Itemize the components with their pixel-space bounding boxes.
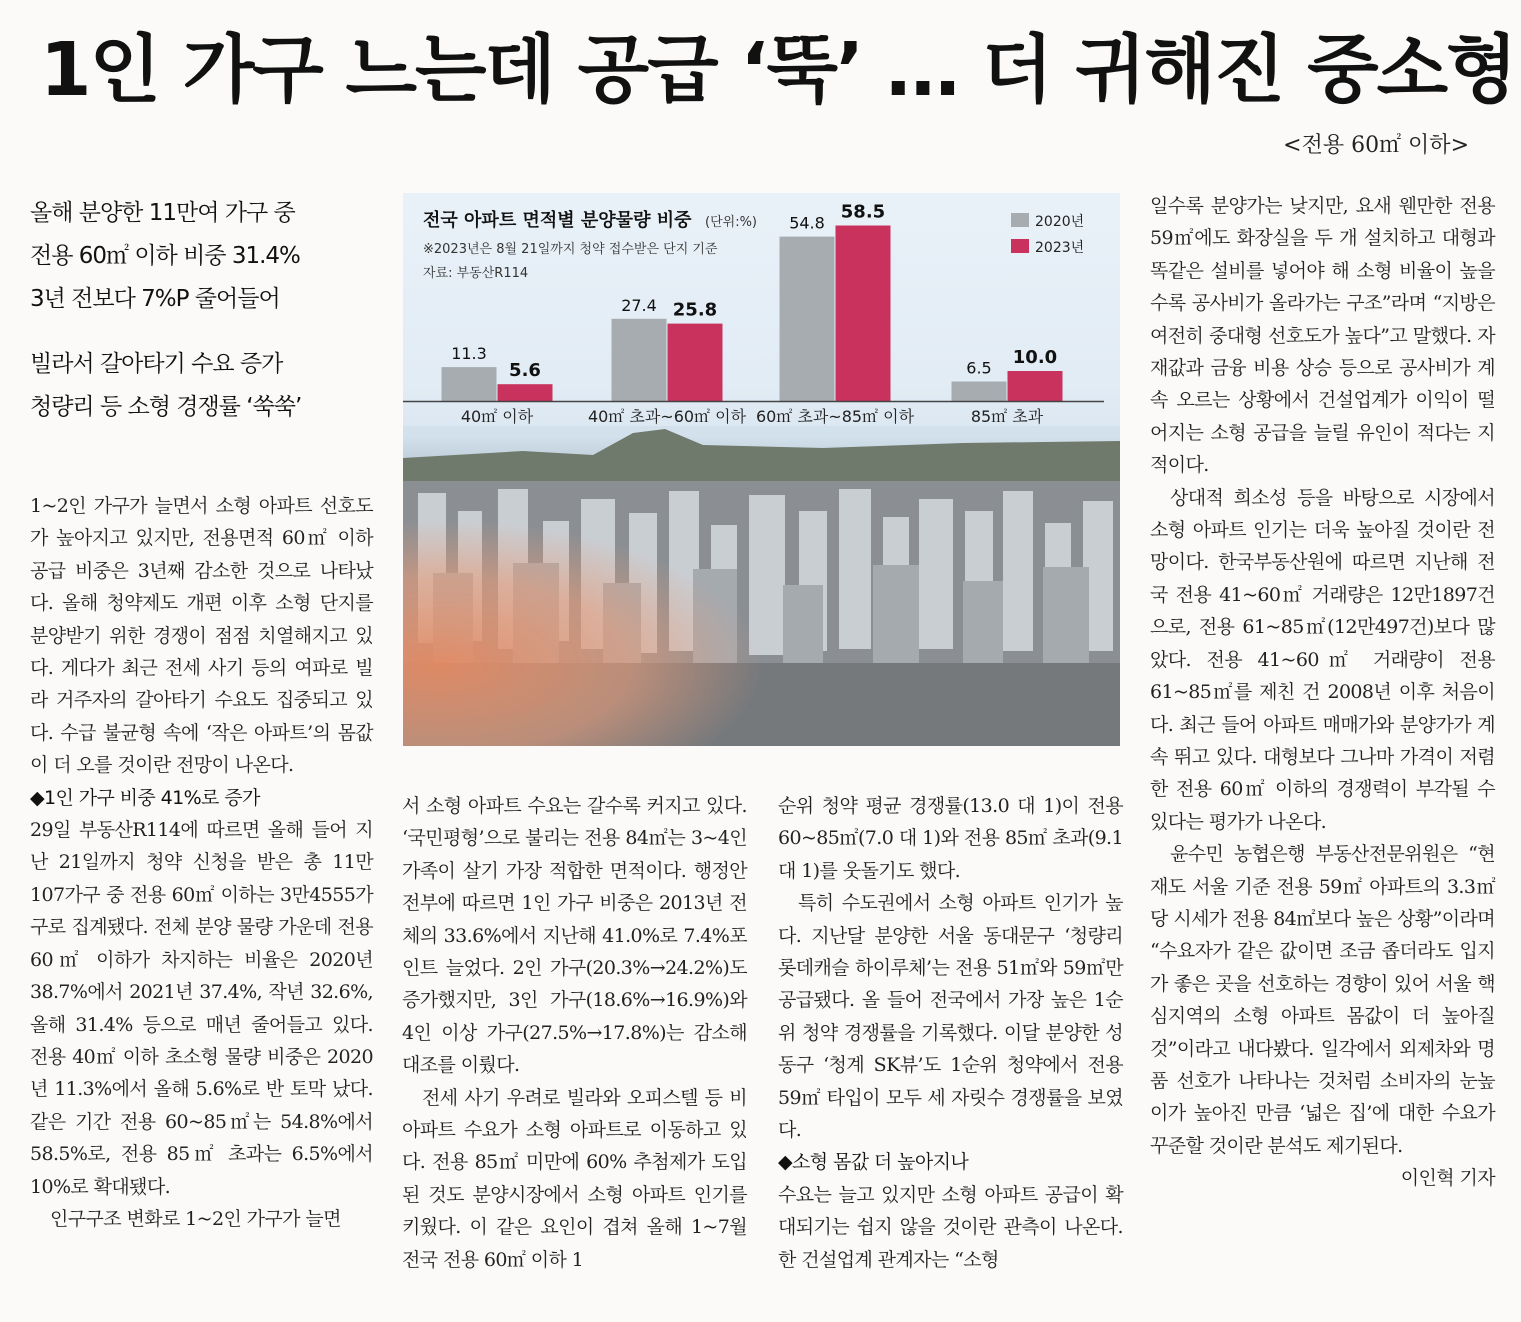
bar-chart bbox=[403, 193, 1120, 426]
deck-line: 청량리 등 소형 경쟁률 ‘쑥쑥’ bbox=[30, 394, 302, 420]
bar-2023-0 bbox=[498, 384, 553, 401]
category-label: 40㎡ 초과~60㎡ 이하 bbox=[587, 407, 747, 426]
legend-swatch-2020 bbox=[1011, 213, 1029, 227]
deck-line: 3년 전보다 7%P 줄어들어 bbox=[30, 286, 280, 312]
column-1 bbox=[30, 490, 373, 1235]
data-label: 58.5 bbox=[840, 201, 886, 223]
chart-title: 전국 아파트 면적별 분양물량 비중 bbox=[423, 210, 692, 231]
column-2 bbox=[402, 790, 747, 1276]
paragraph: 서 소형 아파트 수요는 갈수록 커지고 있다. ‘국민평형’으로 불리는 전용 84㎡는 3~4인 가족이 살기 가장 적합한 면적이다. 행정안전부에 따르면 1인 가구 비중은 2013년 전체의 33.6%에서 지난해 41.0%로 7.4%포인트 늘었다. 2인 가구(20.3%→24.2%)도 증가했지만, 3인 가구(18.6%→16.9%)와 4인 이상 가구(27.5%→17.8%)는 감소해 대조를 이뤘다. bbox=[402, 795, 747, 1077]
bar-2023-1 bbox=[668, 324, 723, 401]
legend-swatch-2023 bbox=[1011, 239, 1029, 253]
legend-label-2020: 2020년 bbox=[1035, 214, 1085, 230]
paragraph: 전세 사기 우려로 빌라와 오피스텔 등 비아파트 수요가 소형 아파트로 이동하고 있다. 전용 85㎡ 미만에 60% 추첨제가 도입된 것도 분양시장에서 소형 아파트 인기를 키웠다. 이 같은 요인이 겹쳐 올해 1~7월 전국 전용 60㎡ 이하 1 bbox=[402, 1086, 747, 1271]
bar-2020-0 bbox=[442, 367, 497, 401]
paragraph: 순위 청약 평균 경쟁률(13.0 대 1)이 전용 60~85㎡(7.0 대 1)와 전용 85㎡ 초과(9.1 대 1)를 웃돌기도 했다. bbox=[778, 795, 1123, 882]
bar-2023-3 bbox=[1008, 371, 1063, 401]
category-label: 60㎡ 초과~85㎡ 이하 bbox=[755, 407, 915, 426]
headline: 1인 가구 느는데 공급 ‘뚝’ … 더 귀해진 중소형 bbox=[40, 27, 1516, 113]
paragraph: 29일 부동산R114에 따르면 올해 들어 지난 21일까지 청약 신청을 받은 총 11만107가구 중 전용 60㎡ 이하는 3만4555가구로 집계됐다. 전체 분양 물량 가운데 전용 60㎡ 이하가 차지하는 비율은 2020년 38.7%에서 2021년 37.4%, 작년 32.6%, 올해 31.4% 등으로 매년 줄어들고 있다. 전용 40㎡ 이하 초소형 물량 비중은 2020년 11.3%에서 올해 5.6%로 반 토막 났다. 같은 기간 전용 60~85㎡는 54.8%에서 58.5%로, 전용 85㎡ 초과는 6.5%에서 10%로 확대됐다. bbox=[30, 819, 373, 1198]
bar-2020-3 bbox=[952, 382, 1007, 402]
chart-source: 자료: 부동산R114 bbox=[423, 266, 529, 281]
chart-panel bbox=[403, 193, 1120, 426]
deck-line: 올해 분양한 11만여 가구 중 bbox=[30, 200, 295, 226]
column-4 bbox=[1150, 190, 1495, 1195]
paragraph: 1~2인 가구가 늘면서 소형 아파트 선호도가 높아지고 있지만, 전용면적 60㎡ 이하 공급 비중은 3년째 감소한 것으로 나타났다. 올해 청약제도 개편 이후 소형 단지를 분양받기 위한 경쟁이 점점 치열해지고 있다. 게다가 최근 전세 사기 등의 여파로 빌라 거주자의 갈아타기 수요도 집중되고 있다. 수급 불균형 속에 ‘작은 아파트’의 몸값이 더 오를 것이란 전망이 나온다. bbox=[30, 495, 373, 777]
deck bbox=[30, 192, 370, 429]
bar-2020-2 bbox=[780, 237, 835, 401]
subheading: ◆소형 몸값 더 높아지나 bbox=[778, 1151, 969, 1174]
subtitle-tag: <전용 60㎡ 이하> bbox=[1283, 133, 1469, 158]
deck-line: 빌라서 갈아타기 수요 증가 bbox=[30, 351, 283, 377]
data-label: 25.8 bbox=[672, 299, 718, 321]
data-label: 54.8 bbox=[789, 213, 825, 233]
column-3 bbox=[778, 790, 1123, 1276]
chart-unit: (단위:%) bbox=[705, 215, 757, 230]
byline: 이인혁 기자 bbox=[1400, 1167, 1495, 1190]
legend-label-2023: 2023년 bbox=[1035, 240, 1085, 256]
category-label: 85㎡ 초과 bbox=[970, 407, 1044, 426]
paragraph: 일수록 분양가는 낮지만, 요새 웬만한 전용 59㎡에도 화장실을 두 개 설치하고 대형과 똑같은 설비를 넣어야 해 소형 비율이 높을수록 공사비가 올라가는 구조”라며 “지방은 여전히 중대형 선호도가 높다”고 말했다. 자재값과 금융 비용 상승 등으로 공사비가 계속 오르는 상황에서 건설업계가 이익이 떨어지는 소형 공급을 늘릴 유인이 적다는 지적이다. bbox=[1150, 195, 1495, 477]
data-label: 10.0 bbox=[1012, 347, 1058, 368]
data-label: 27.4 bbox=[621, 295, 657, 315]
category-label: 40㎡ 이하 bbox=[460, 407, 534, 426]
data-label: 11.3 bbox=[451, 344, 487, 364]
chart-figure bbox=[403, 193, 1120, 746]
data-label: 5.6 bbox=[509, 360, 541, 382]
bar-2020-1 bbox=[612, 319, 667, 401]
data-label: 6.5 bbox=[966, 358, 992, 378]
paragraph: 상대적 희소성 등을 바탕으로 시장에서 소형 아파트 인기는 더욱 높아질 것이란 전망이다. 한국부동산원에 따르면 지난해 전국 전용 41~60㎡ 거래량은 12만1897건으로, 전용 61~85㎡(12만497건)보다 많았다. 전용 41~60㎡ 거래량이 전용 61~85㎡를 제친 건 2008년 이후 처음이다. 최근 들어 아파트 매매가와 분양가가 계속 뛰고 있다. 대형보다 그나마 가격이 저렴한 전용 60㎡ 이하의 경쟁력이 부각될 수 있다는 평가가 나온다. bbox=[1150, 486, 1495, 833]
subheading: ◆1인 가구 비중 41%로 증가 bbox=[30, 786, 260, 809]
bar-2023-2 bbox=[836, 226, 891, 402]
paragraph: 특히 수도권에서 소형 아파트 인기가 높다. 지난달 분양한 서울 동대문구 ‘청량리 롯데캐슬 하이루체’는 전용 51㎡와 59㎡만 공급됐다. 올 들어 전국에서 가장 높은 1순위 청약 경쟁률을 기록했다. 이달 분양한 성동구 ‘청계 SK뷰’도 1순위 청약에서 전용 59㎡ 타입이 모두 세 자릿수 경쟁률을 보였다. bbox=[778, 892, 1123, 1142]
paragraph: 윤수민 농협은행 부동산전문위원은 “현재도 서울 기준 전용 59㎡ 아파트의 3.3㎡당 시세가 전용 84㎡보다 높은 상황”이라며 “수요자가 같은 값이면 조금 좁더라도 입지가 좋은 곳을 선호하는 경향이 있어 서울 핵심지역의 소형 아파트 몸값이 더 높아질 것”이라고 내다봤다. 일각에서 외제차와 명품 선호가 나타나는 것처럼 소비자의 눈높이가 높아진 만큼 ‘넓은 집’에 대한 수요가 꾸준할 것이란 분석도 제기된다. bbox=[1150, 843, 1495, 1157]
chart-note: ※2023년은 8월 21일까지 청약 접수받은 단지 기준 bbox=[423, 242, 718, 257]
paragraph: 수요는 늘고 있지만 소형 아파트 공급이 확대되기는 쉽지 않을 것이란 관측이 나온다. 한 건설업계 관계자는 “소형 bbox=[778, 1183, 1123, 1271]
deck-line: 전용 60㎡ 이하 비중 31.4% bbox=[30, 243, 300, 269]
paragraph: 인구구조 변화로 1~2인 가구가 늘면 bbox=[50, 1207, 341, 1230]
